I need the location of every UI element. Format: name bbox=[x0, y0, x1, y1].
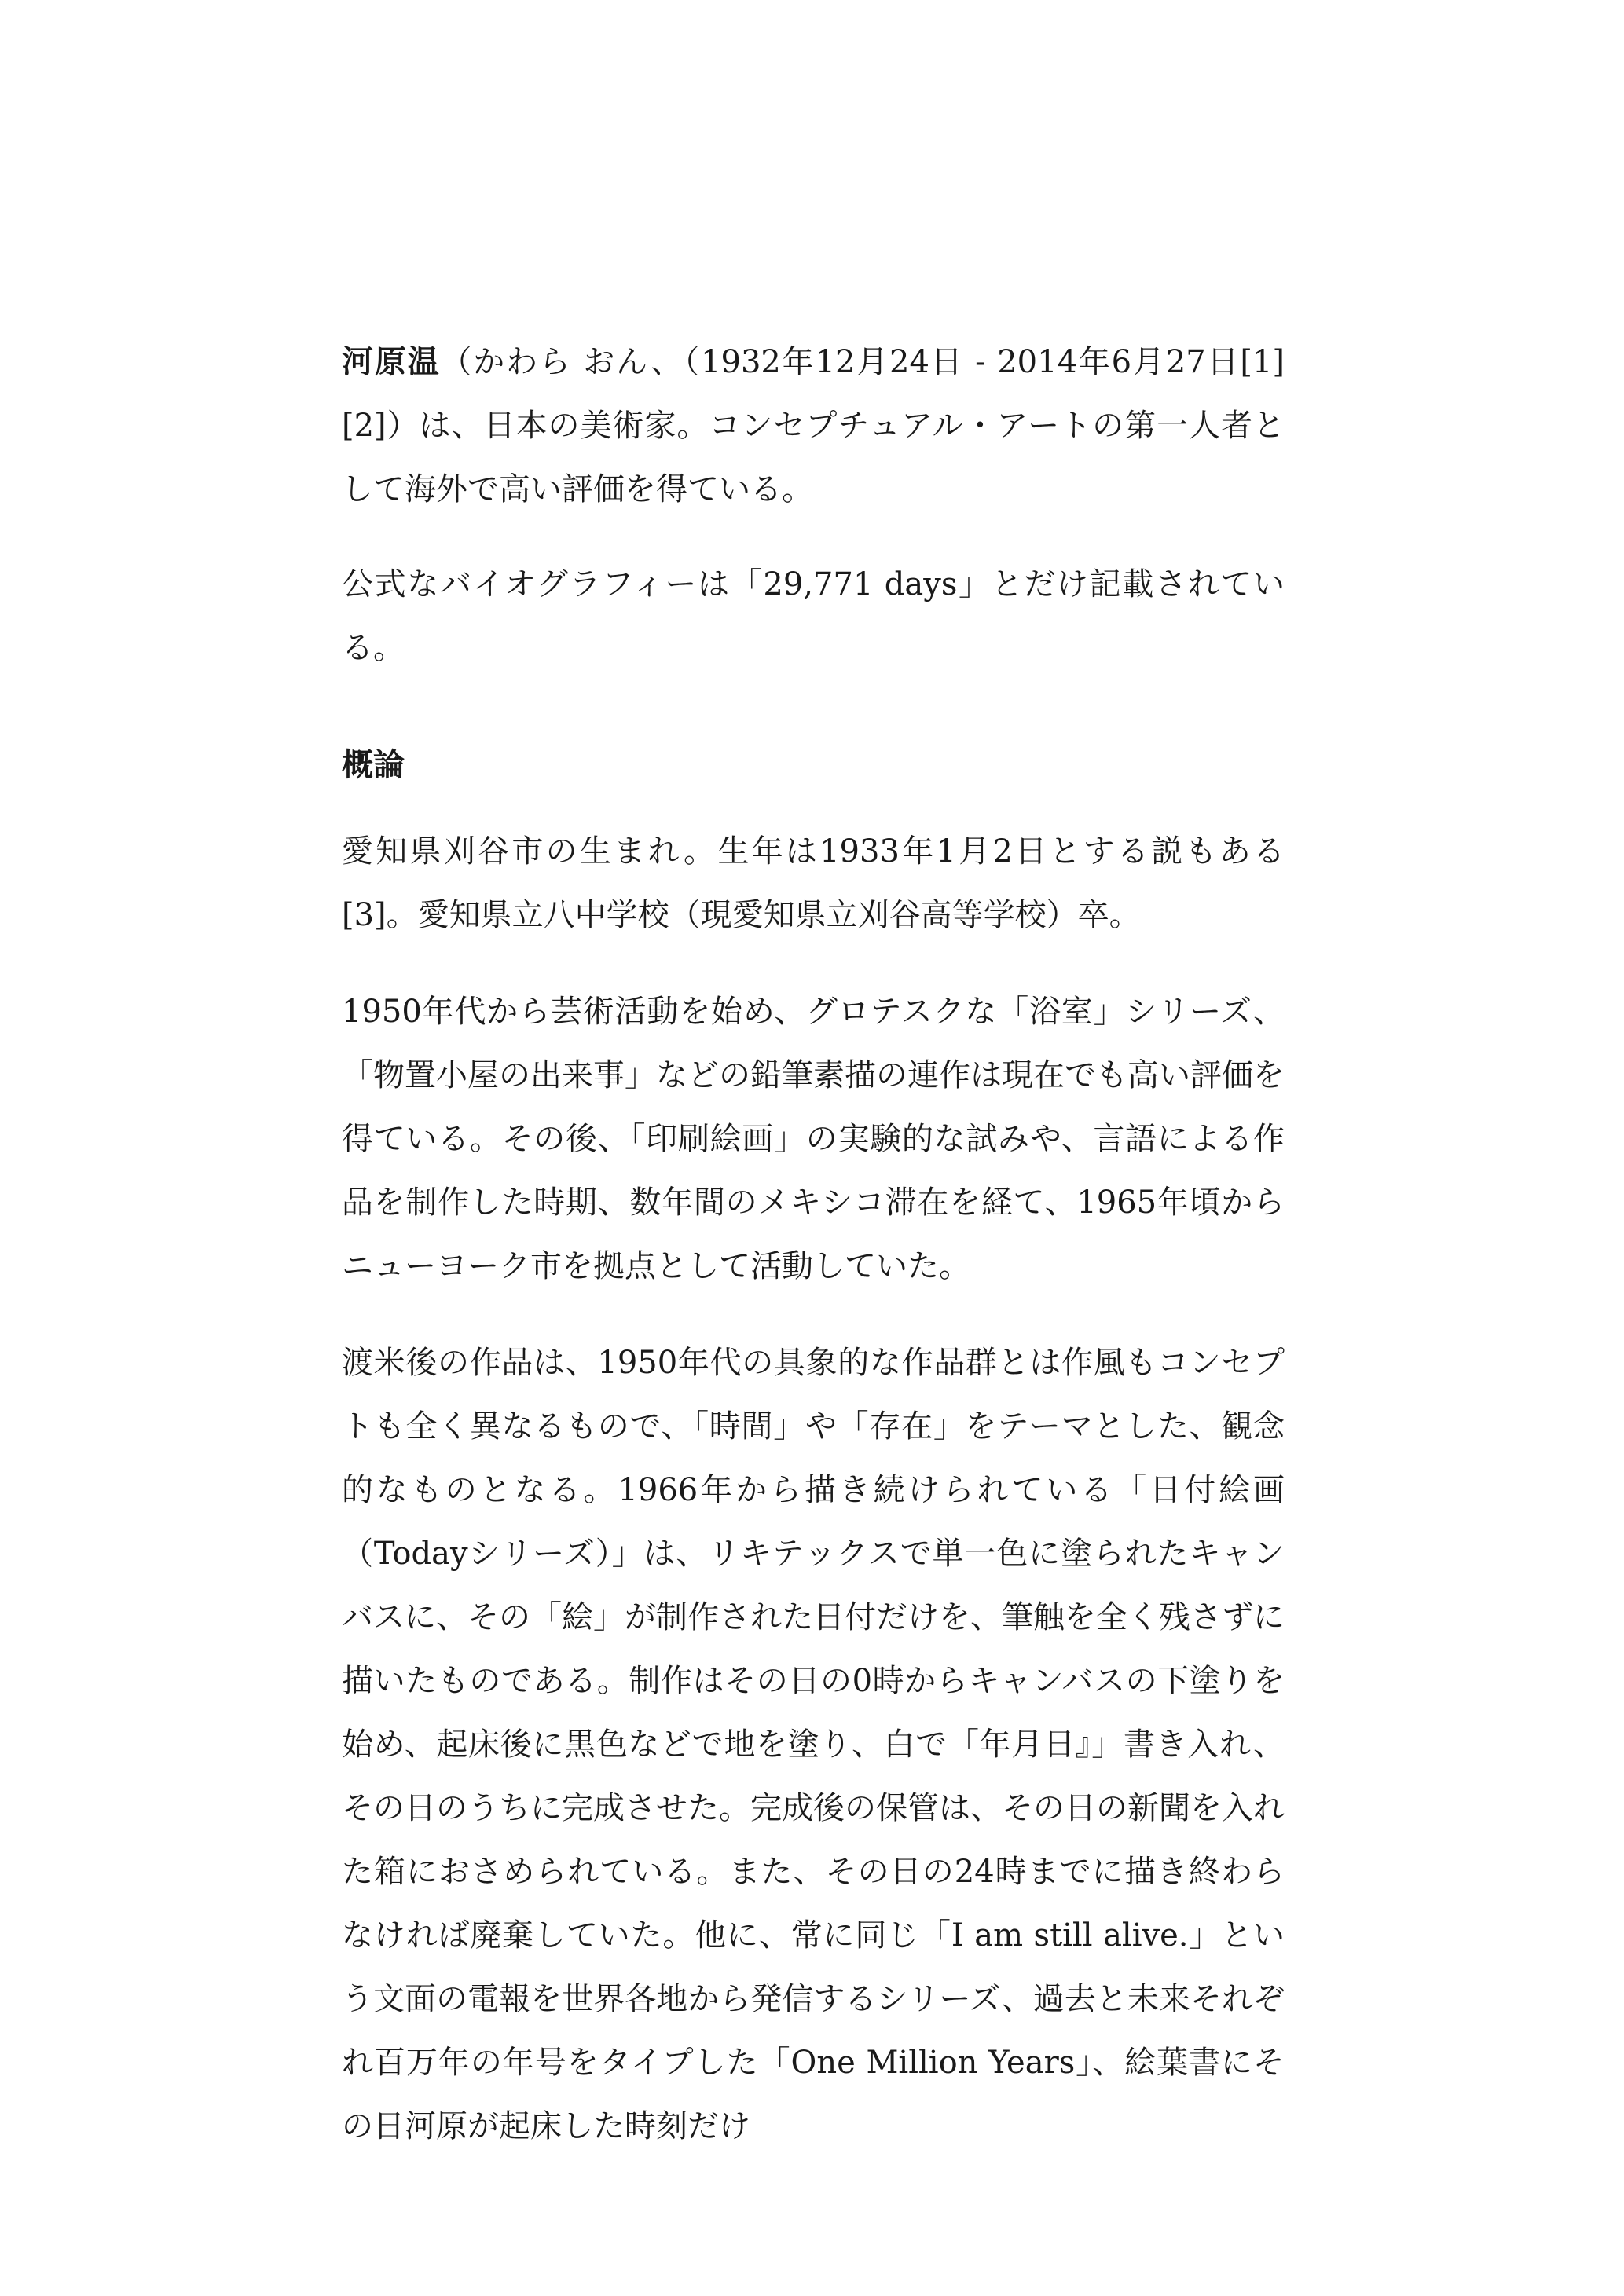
article-body bbox=[342, 330, 1285, 2192]
paragraph-later-works: 渡米後の作品は、1950年代の具象的な作品群とは作風もコンセプトも全く異なるもので、「時間」や「存在」をテーマとした、観念的なものとなる。1966年から描き続けられている「日付絵画（Todayシリーズ）」は、リキテックスで単一色に塗られたキャンバスに、その「絵」が制作された日付だけを、筆触を全く残さずに描いたものである。制作はその日の0時からキャンバスの下塗りを始め、起床後に黒色などで地を塗り、白で「年月日』」書き入れ、その日のうちに完成させた。完成後の保管は、その日の新聞を入れた箱におさめられている。また、その日の24時までに描き終わらなければ廃棄していた。他に、常に同じ「I am still alive.」という文面の電報を世界各地から発信するシリーズ、過去と未来それぞれ百万年の年号をタイプした「One Million Years」、絵葉書にその日河原が起床した時刻だけ bbox=[342, 1345, 1285, 2144]
paragraph-origin: 愛知県刈谷市の生まれ。生年は1933年1月2日とする説もある[3]。愛知県立八中学校（現愛知県立刈谷高等学校）卒。 bbox=[342, 833, 1285, 933]
intro-paragraph bbox=[342, 330, 1285, 522]
paragraph-early-career: 1950年代から芸術活動を始め、グロテスクな「浴室」シリーズ、「物置小屋の出来事」などの鉛筆素描の連作は現在でも高い評価を得ている。その後、「印刷絵画」の実験的な試みや、言語による作品を制作した時期、数年間のメキシコ滞在を経て、1965年頃からニューヨーク市を拠点として活動していた。 bbox=[342, 994, 1285, 1284]
biography-note: 公式なバイオグラフィーは「29,771 days」とだけ記載されている。 bbox=[342, 566, 1285, 666]
subject-name: 河原温 bbox=[342, 343, 441, 380]
intro-text: （かわら おん、（1932年12月24日 - 2014年6月27日[1][2]）は、日本の美術家。コンセプチュアル・アートの第一人者として海外で高い評価を得ている。 bbox=[342, 344, 1285, 507]
section-heading: 概論 bbox=[342, 747, 405, 783]
